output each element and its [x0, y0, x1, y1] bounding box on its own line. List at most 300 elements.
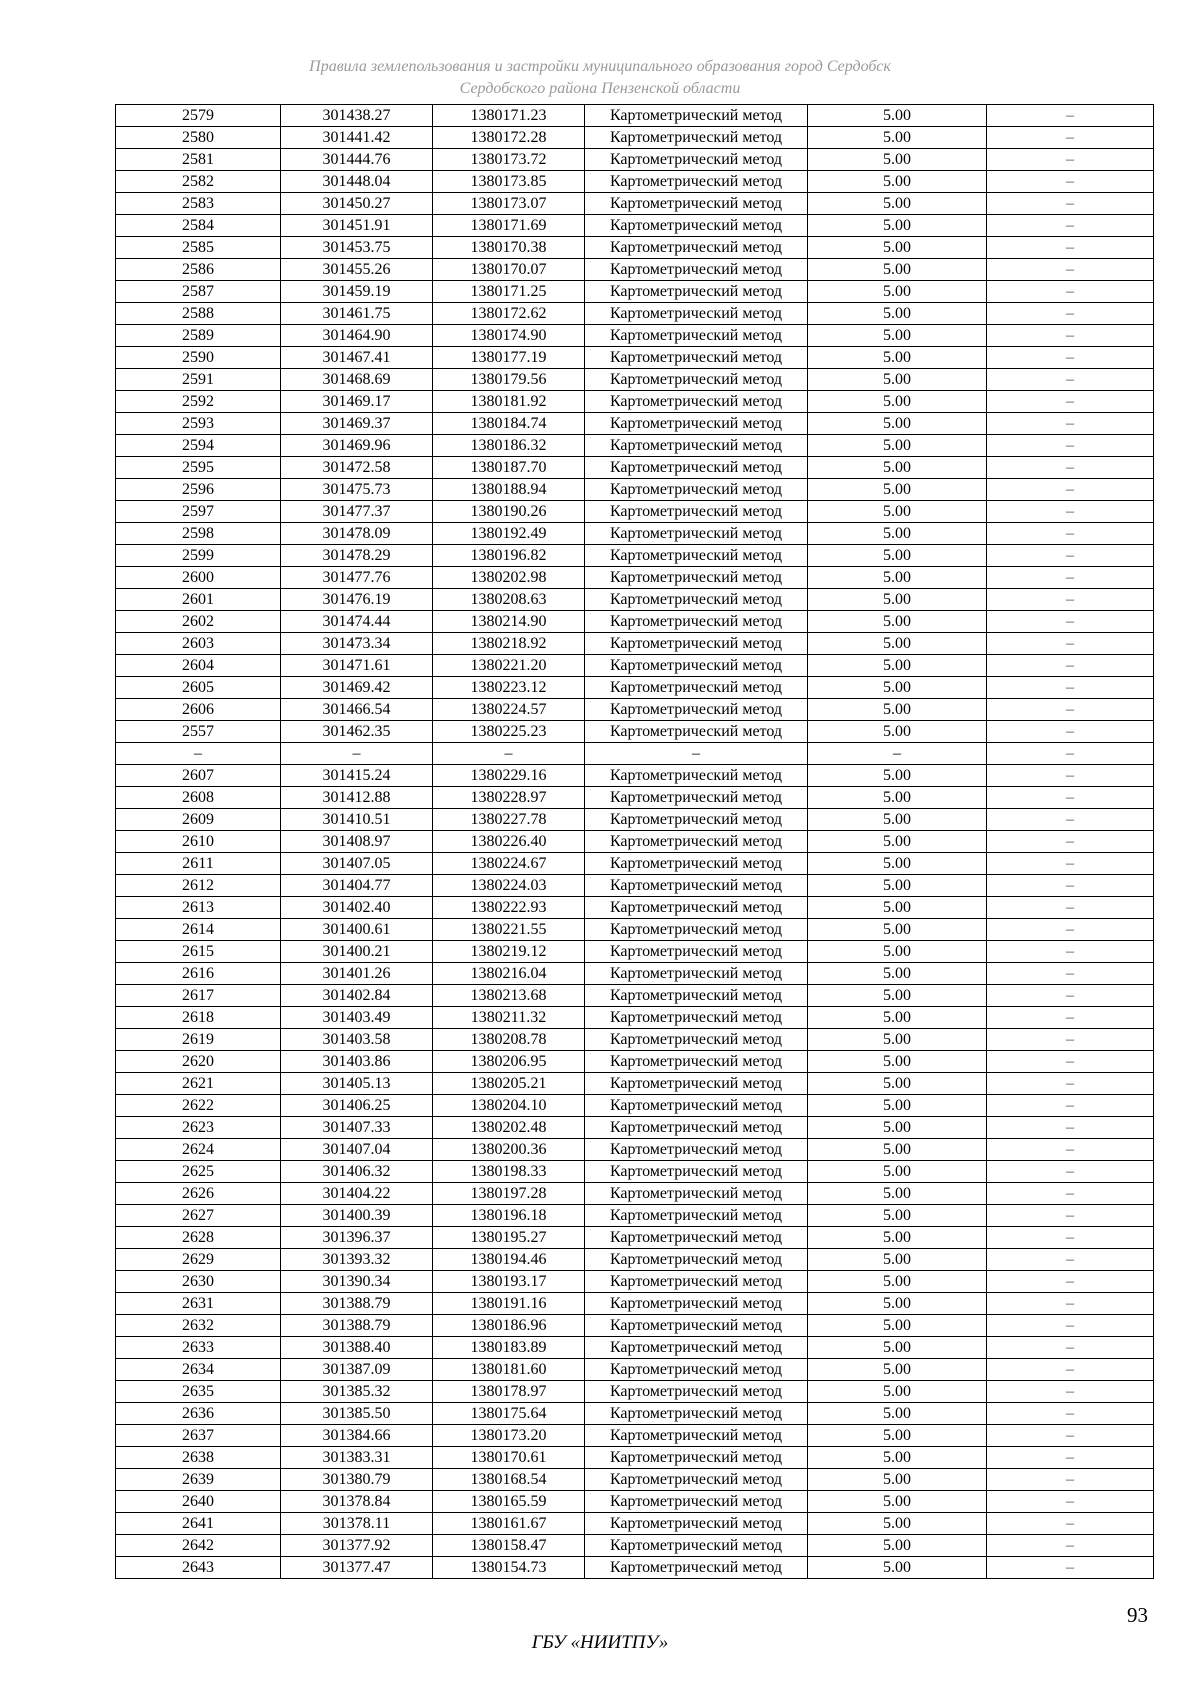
description-cell: – — [987, 985, 1154, 1007]
accuracy-cell: 5.00 — [808, 1557, 987, 1579]
y-coordinate-cell: 1380177.19 — [433, 347, 585, 369]
y-coordinate-cell: 1380172.62 — [433, 303, 585, 325]
point-number-cell: 2638 — [116, 1447, 281, 1469]
table-row — [116, 545, 1154, 567]
point-number-cell: 2612 — [116, 875, 281, 897]
method-cell: Картометрический метод — [585, 1403, 808, 1425]
method-cell: Картометрический метод — [585, 985, 808, 1007]
description-cell: – — [987, 721, 1154, 743]
point-number-cell: 2630 — [116, 1271, 281, 1293]
x-coordinate-cell: 301400.61 — [281, 919, 433, 941]
method-cell: Картометрический метод — [585, 1359, 808, 1381]
x-coordinate-cell: 301438.27 — [281, 105, 433, 127]
description-cell: – — [987, 1469, 1154, 1491]
accuracy-cell: 5.00 — [808, 171, 987, 193]
method-cell: Картометрический метод — [585, 1051, 808, 1073]
description-cell: – — [987, 1139, 1154, 1161]
y-coordinate-cell: 1380218.92 — [433, 633, 585, 655]
y-coordinate-cell: 1380197.28 — [433, 1183, 585, 1205]
accuracy-cell: 5.00 — [808, 1425, 987, 1447]
accuracy-cell: 5.00 — [808, 1535, 987, 1557]
description-cell: – — [987, 1535, 1154, 1557]
y-coordinate-cell: 1380202.48 — [433, 1117, 585, 1139]
description-cell: – — [987, 1029, 1154, 1051]
accuracy-cell: 5.00 — [808, 1293, 987, 1315]
description-cell: – — [987, 1425, 1154, 1447]
y-coordinate-cell: 1380194.46 — [433, 1249, 585, 1271]
table-row — [116, 1117, 1154, 1139]
y-coordinate-cell: 1380186.32 — [433, 435, 585, 457]
method-cell: Картометрический метод — [585, 171, 808, 193]
point-number-cell: 2598 — [116, 523, 281, 545]
table-row — [116, 1205, 1154, 1227]
accuracy-cell: 5.00 — [808, 1315, 987, 1337]
y-coordinate-cell: 1380170.38 — [433, 237, 585, 259]
method-cell: Картометрический метод — [585, 193, 808, 215]
x-coordinate-cell: 301451.91 — [281, 215, 433, 237]
point-number-cell: 2579 — [116, 105, 281, 127]
accuracy-cell: 5.00 — [808, 963, 987, 985]
footer-organization: ГБУ «НИИТПУ» — [531, 1632, 669, 1653]
accuracy-cell: 5.00 — [808, 479, 987, 501]
accuracy-cell: 5.00 — [808, 1337, 987, 1359]
point-number-cell: 2619 — [116, 1029, 281, 1051]
y-coordinate-cell: 1380172.28 — [433, 127, 585, 149]
description-cell: – — [987, 193, 1154, 215]
y-coordinate-cell: 1380191.16 — [433, 1293, 585, 1315]
accuracy-cell: 5.00 — [808, 787, 987, 809]
table-row — [116, 501, 1154, 523]
table-row — [116, 1337, 1154, 1359]
point-number-cell: 2616 — [116, 963, 281, 985]
y-coordinate-cell: 1380181.60 — [433, 1359, 585, 1381]
y-coordinate-cell: 1380224.67 — [433, 853, 585, 875]
accuracy-cell: 5.00 — [808, 699, 987, 721]
table-row — [116, 1095, 1154, 1117]
method-cell: Картометрический метод — [585, 633, 808, 655]
method-cell: Картометрический метод — [585, 215, 808, 237]
description-cell: – — [987, 347, 1154, 369]
y-coordinate-cell: 1380204.10 — [433, 1095, 585, 1117]
accuracy-cell: 5.00 — [808, 369, 987, 391]
y-coordinate-cell: 1380171.69 — [433, 215, 585, 237]
table-row — [116, 1535, 1154, 1557]
description-cell: – — [987, 303, 1154, 325]
description-cell: – — [987, 589, 1154, 611]
table-row — [116, 435, 1154, 457]
table-row — [116, 1381, 1154, 1403]
point-number-cell: 2632 — [116, 1315, 281, 1337]
table-row — [116, 1161, 1154, 1183]
x-coordinate-cell: 301473.34 — [281, 633, 433, 655]
x-coordinate-cell: 301390.34 — [281, 1271, 433, 1293]
x-coordinate-cell: 301402.40 — [281, 897, 433, 919]
y-coordinate-cell: 1380173.72 — [433, 149, 585, 171]
accuracy-cell: 5.00 — [808, 853, 987, 875]
y-coordinate-cell: 1380222.93 — [433, 897, 585, 919]
header-line-2: Сердобского района Пензенской области — [459, 80, 741, 97]
accuracy-cell: 5.00 — [808, 1007, 987, 1029]
description-cell: – — [987, 1007, 1154, 1029]
accuracy-cell: 5.00 — [808, 1095, 987, 1117]
table-row — [116, 1469, 1154, 1491]
accuracy-cell: 5.00 — [808, 1073, 987, 1095]
method-cell: – — [585, 743, 808, 765]
accuracy-cell: 5.00 — [808, 215, 987, 237]
method-cell: Картометрический метод — [585, 809, 808, 831]
accuracy-cell: 5.00 — [808, 611, 987, 633]
x-coordinate-cell: 301476.19 — [281, 589, 433, 611]
x-coordinate-cell: 301455.26 — [281, 259, 433, 281]
accuracy-cell: 5.00 — [808, 677, 987, 699]
y-coordinate-cell: 1380202.98 — [433, 567, 585, 589]
description-cell: – — [987, 1227, 1154, 1249]
table-row — [116, 677, 1154, 699]
description-cell: – — [987, 391, 1154, 413]
point-number-cell: 2622 — [116, 1095, 281, 1117]
y-coordinate-cell: 1380173.07 — [433, 193, 585, 215]
point-number-cell: 2626 — [116, 1183, 281, 1205]
accuracy-cell: 5.00 — [808, 127, 987, 149]
table-row — [116, 611, 1154, 633]
point-number-cell: 2620 — [116, 1051, 281, 1073]
description-cell: – — [987, 611, 1154, 633]
table-row — [116, 127, 1154, 149]
x-coordinate-cell: 301469.37 — [281, 413, 433, 435]
y-coordinate-cell: 1380226.40 — [433, 831, 585, 853]
method-cell: Картометрический метод — [585, 347, 808, 369]
x-coordinate-cell: 301477.76 — [281, 567, 433, 589]
table-row — [116, 237, 1154, 259]
method-cell: Картометрический метод — [585, 1381, 808, 1403]
description-cell: – — [987, 919, 1154, 941]
table-row — [116, 1447, 1154, 1469]
method-cell: Картометрический метод — [585, 1315, 808, 1337]
x-coordinate-cell: 301466.54 — [281, 699, 433, 721]
x-coordinate-cell: 301462.35 — [281, 721, 433, 743]
y-coordinate-cell: 1380171.23 — [433, 105, 585, 127]
accuracy-cell: 5.00 — [808, 281, 987, 303]
description-cell: – — [987, 1271, 1154, 1293]
point-number-cell: 2600 — [116, 567, 281, 589]
method-cell: Картометрический метод — [585, 1447, 808, 1469]
x-coordinate-cell: 301469.42 — [281, 677, 433, 699]
method-cell: Картометрический метод — [585, 611, 808, 633]
table-row — [116, 281, 1154, 303]
accuracy-cell: 5.00 — [808, 545, 987, 567]
description-cell: – — [987, 457, 1154, 479]
method-cell: Картометрический метод — [585, 831, 808, 853]
y-coordinate-cell: 1380154.73 — [433, 1557, 585, 1579]
point-number-cell: 2601 — [116, 589, 281, 611]
accuracy-cell: 5.00 — [808, 325, 987, 347]
method-cell: Картометрический метод — [585, 1161, 808, 1183]
description-cell: – — [987, 809, 1154, 831]
point-number-cell: 2627 — [116, 1205, 281, 1227]
description-cell: – — [987, 369, 1154, 391]
point-number-cell: 2595 — [116, 457, 281, 479]
y-coordinate-cell: 1380179.56 — [433, 369, 585, 391]
point-number-cell: 2586 — [116, 259, 281, 281]
table-row — [116, 1051, 1154, 1073]
point-number-cell: 2588 — [116, 303, 281, 325]
accuracy-cell: 5.00 — [808, 1183, 987, 1205]
description-cell: – — [987, 963, 1154, 985]
description-cell: – — [987, 1403, 1154, 1425]
accuracy-cell: 5.00 — [808, 567, 987, 589]
y-coordinate-cell: 1380174.90 — [433, 325, 585, 347]
accuracy-cell: 5.00 — [808, 1271, 987, 1293]
point-number-cell: 2628 — [116, 1227, 281, 1249]
method-cell: Картометрический метод — [585, 1469, 808, 1491]
accuracy-cell: 5.00 — [808, 589, 987, 611]
y-coordinate-cell: 1380225.23 — [433, 721, 585, 743]
point-number-cell: 2617 — [116, 985, 281, 1007]
x-coordinate-cell: 301405.13 — [281, 1073, 433, 1095]
x-coordinate-cell: 301377.92 — [281, 1535, 433, 1557]
method-cell: Картометрический метод — [585, 105, 808, 127]
point-number-cell: 2613 — [116, 897, 281, 919]
method-cell: Картометрический метод — [585, 655, 808, 677]
description-cell: – — [987, 1183, 1154, 1205]
x-coordinate-cell: 301471.61 — [281, 655, 433, 677]
table-row — [116, 721, 1154, 743]
y-coordinate-cell: 1380186.96 — [433, 1315, 585, 1337]
point-number-cell: 2590 — [116, 347, 281, 369]
method-cell: Картометрический метод — [585, 1205, 808, 1227]
point-number-cell: 2639 — [116, 1469, 281, 1491]
y-coordinate-cell: 1380173.85 — [433, 171, 585, 193]
description-cell: – — [987, 831, 1154, 853]
method-cell: Картометрический метод — [585, 479, 808, 501]
description-cell: – — [987, 1205, 1154, 1227]
x-coordinate-cell: 301400.39 — [281, 1205, 433, 1227]
table-row — [116, 765, 1154, 787]
accuracy-cell: 5.00 — [808, 1139, 987, 1161]
x-coordinate-cell: 301388.79 — [281, 1315, 433, 1337]
description-cell: – — [987, 237, 1154, 259]
y-coordinate-cell: 1380200.36 — [433, 1139, 585, 1161]
table-row — [116, 1513, 1154, 1535]
description-cell: – — [987, 1117, 1154, 1139]
table-row — [116, 325, 1154, 347]
x-coordinate-cell: 301378.11 — [281, 1513, 433, 1535]
point-number-cell: 2581 — [116, 149, 281, 171]
method-cell: Картометрический метод — [585, 963, 808, 985]
y-coordinate-cell: 1380208.63 — [433, 589, 585, 611]
x-coordinate-cell: 301393.32 — [281, 1249, 433, 1271]
table-row — [116, 413, 1154, 435]
table-row — [116, 171, 1154, 193]
table-row — [116, 875, 1154, 897]
point-number-cell: 2640 — [116, 1491, 281, 1513]
point-number-cell: 2642 — [116, 1535, 281, 1557]
table-row — [116, 1425, 1154, 1447]
point-number-cell: 2582 — [116, 171, 281, 193]
method-cell: Картометрический метод — [585, 435, 808, 457]
point-number-cell: 2636 — [116, 1403, 281, 1425]
method-cell: Картометрический метод — [585, 127, 808, 149]
point-number-cell: 2608 — [116, 787, 281, 809]
table-row — [116, 1139, 1154, 1161]
point-number-cell: – — [116, 743, 281, 765]
accuracy-cell: 5.00 — [808, 413, 987, 435]
method-cell: Картометрический метод — [585, 897, 808, 919]
point-number-cell: 2596 — [116, 479, 281, 501]
method-cell: Картометрический метод — [585, 1007, 808, 1029]
accuracy-cell: 5.00 — [808, 237, 987, 259]
table-row — [116, 897, 1154, 919]
table-row — [116, 193, 1154, 215]
x-coordinate-cell: 301404.22 — [281, 1183, 433, 1205]
y-coordinate-cell: 1380170.61 — [433, 1447, 585, 1469]
x-coordinate-cell: 301408.97 — [281, 831, 433, 853]
table-row — [116, 1293, 1154, 1315]
description-cell: – — [987, 787, 1154, 809]
method-cell: Картометрический метод — [585, 919, 808, 941]
accuracy-cell: 5.00 — [808, 765, 987, 787]
y-coordinate-cell: 1380205.21 — [433, 1073, 585, 1095]
y-coordinate-cell: 1380211.32 — [433, 1007, 585, 1029]
y-coordinate-cell: 1380192.49 — [433, 523, 585, 545]
x-coordinate-cell: 301387.09 — [281, 1359, 433, 1381]
method-cell: Картометрический метод — [585, 369, 808, 391]
accuracy-cell: 5.00 — [808, 149, 987, 171]
description-cell: – — [987, 941, 1154, 963]
method-cell: Картометрический метод — [585, 303, 808, 325]
y-coordinate-cell: 1380193.17 — [433, 1271, 585, 1293]
method-cell: Картометрический метод — [585, 413, 808, 435]
accuracy-cell: 5.00 — [808, 1491, 987, 1513]
x-coordinate-cell: 301388.79 — [281, 1293, 433, 1315]
point-number-cell: 2634 — [116, 1359, 281, 1381]
method-cell: Картометрический метод — [585, 325, 808, 347]
x-coordinate-cell: 301453.75 — [281, 237, 433, 259]
accuracy-cell: 5.00 — [808, 347, 987, 369]
point-number-cell: 2584 — [116, 215, 281, 237]
accuracy-cell: 5.00 — [808, 1051, 987, 1073]
accuracy-cell: 5.00 — [808, 501, 987, 523]
x-coordinate-cell: 301474.44 — [281, 611, 433, 633]
accuracy-cell: 5.00 — [808, 941, 987, 963]
method-cell: Картометрический метод — [585, 501, 808, 523]
x-coordinate-cell: 301472.58 — [281, 457, 433, 479]
method-cell: Картометрический метод — [585, 1293, 808, 1315]
accuracy-cell: 5.00 — [808, 1161, 987, 1183]
description-cell: – — [987, 853, 1154, 875]
table-row — [116, 963, 1154, 985]
description-cell: – — [987, 655, 1154, 677]
method-cell: Картометрический метод — [585, 853, 808, 875]
accuracy-cell: 5.00 — [808, 523, 987, 545]
accuracy-cell: 5.00 — [808, 1029, 987, 1051]
y-coordinate-cell: 1380221.55 — [433, 919, 585, 941]
table-row — [116, 259, 1154, 281]
accuracy-cell: 5.00 — [808, 105, 987, 127]
description-cell: – — [987, 1249, 1154, 1271]
method-cell: Картометрический метод — [585, 787, 808, 809]
y-coordinate-cell: 1380175.64 — [433, 1403, 585, 1425]
table-row — [116, 215, 1154, 237]
accuracy-cell: 5.00 — [808, 1381, 987, 1403]
point-number-cell: 2589 — [116, 325, 281, 347]
description-cell: – — [987, 1051, 1154, 1073]
description-cell: – — [987, 1557, 1154, 1579]
x-coordinate-cell: 301377.47 — [281, 1557, 433, 1579]
accuracy-cell: 5.00 — [808, 633, 987, 655]
description-cell: – — [987, 765, 1154, 787]
y-coordinate-cell: 1380161.67 — [433, 1513, 585, 1535]
description-cell: – — [987, 413, 1154, 435]
accuracy-cell: 5.00 — [808, 391, 987, 413]
document-header — [0, 56, 1200, 100]
point-number-cell: 2592 — [116, 391, 281, 413]
table-row — [116, 1073, 1154, 1095]
point-number-cell: 2623 — [116, 1117, 281, 1139]
accuracy-cell: 5.00 — [808, 1513, 987, 1535]
description-cell: – — [987, 1491, 1154, 1513]
point-number-cell: 2594 — [116, 435, 281, 457]
method-cell: Картометрический метод — [585, 1491, 808, 1513]
description-cell: – — [987, 325, 1154, 347]
x-coordinate-cell: 301407.05 — [281, 853, 433, 875]
table-row — [116, 303, 1154, 325]
table-row — [116, 1491, 1154, 1513]
point-number-cell: 2606 — [116, 699, 281, 721]
x-coordinate-cell: 301406.25 — [281, 1095, 433, 1117]
x-coordinate-cell: 301444.76 — [281, 149, 433, 171]
y-coordinate-cell: 1380188.94 — [433, 479, 585, 501]
table-row — [116, 919, 1154, 941]
point-number-cell: 2629 — [116, 1249, 281, 1271]
y-coordinate-cell: 1380171.25 — [433, 281, 585, 303]
header-line-1: Правила землепользования и застройки муниципального образования город Сердобск — [309, 58, 891, 75]
x-coordinate-cell: 301402.84 — [281, 985, 433, 1007]
accuracy-cell: 5.00 — [808, 457, 987, 479]
method-cell: Картометрический метод — [585, 1073, 808, 1095]
point-number-cell: 2624 — [116, 1139, 281, 1161]
method-cell: Картометрический метод — [585, 1513, 808, 1535]
x-coordinate-cell: 301464.90 — [281, 325, 433, 347]
accuracy-cell: 5.00 — [808, 897, 987, 919]
x-coordinate-cell: 301469.17 — [281, 391, 433, 413]
y-coordinate-cell: 1380208.78 — [433, 1029, 585, 1051]
x-coordinate-cell: – — [281, 743, 433, 765]
point-number-cell: 2593 — [116, 413, 281, 435]
accuracy-cell: 5.00 — [808, 919, 987, 941]
method-cell: Картометрический метод — [585, 1535, 808, 1557]
description-cell: – — [987, 1381, 1154, 1403]
method-cell: Картометрический метод — [585, 1249, 808, 1271]
point-number-cell: 2587 — [116, 281, 281, 303]
method-cell: Картометрический метод — [585, 523, 808, 545]
x-coordinate-cell: 301385.32 — [281, 1381, 433, 1403]
y-coordinate-cell: 1380221.20 — [433, 655, 585, 677]
y-coordinate-cell: 1380190.26 — [433, 501, 585, 523]
method-cell: Картометрический метод — [585, 545, 808, 567]
table-row — [116, 699, 1154, 721]
description-cell: – — [987, 215, 1154, 237]
table-row — [116, 1007, 1154, 1029]
x-coordinate-cell: 301450.27 — [281, 193, 433, 215]
method-cell: Картометрический метод — [585, 391, 808, 413]
x-coordinate-cell: 301401.26 — [281, 963, 433, 985]
method-cell: Картометрический метод — [585, 1029, 808, 1051]
description-cell: – — [987, 1073, 1154, 1095]
y-coordinate-cell: 1380213.68 — [433, 985, 585, 1007]
table-row — [116, 853, 1154, 875]
point-number-cell: 2607 — [116, 765, 281, 787]
